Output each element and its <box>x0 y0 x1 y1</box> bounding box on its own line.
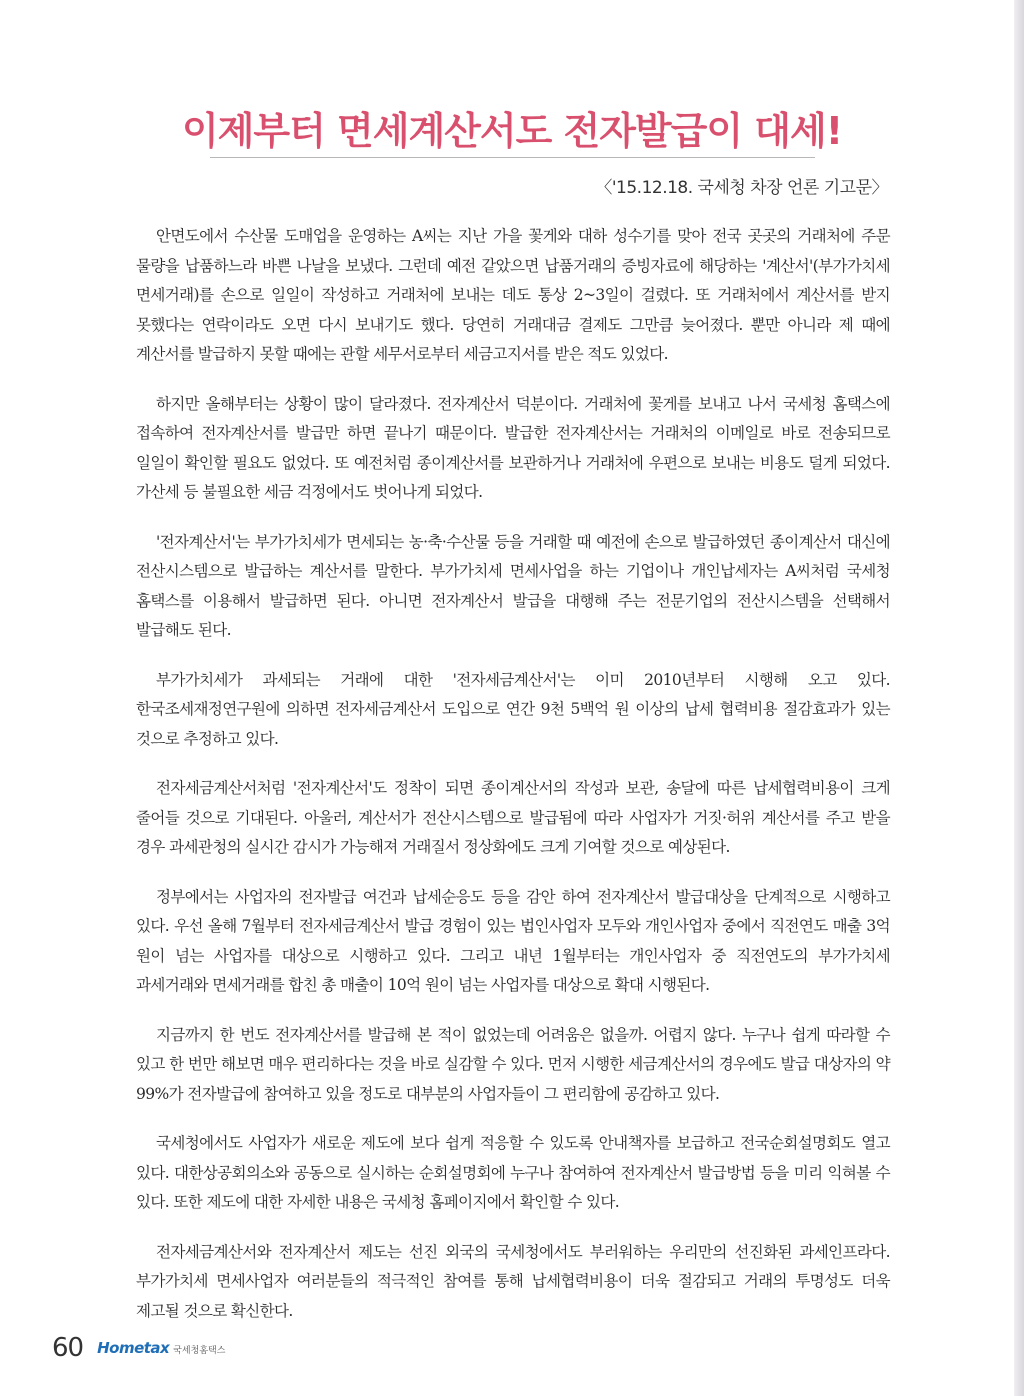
paragraph: 지금까지 한 번도 전자계산서를 발급해 본 적이 없었는데 어려움은 없을까. 어렵지 않다. 누구나 쉽게 따라할 수 있고 한 번만 해보면 매우 편리하다는 것을 바로 실감할 수 있다. 먼저 시행한 세금계산서의 경우에도 발급 대상자의 약 99%가 전자발급에 참여하고 있을 정도로 대부분의 사업자들이 그 편리함에 공감하고 있다. <box>136 1025 890 1103</box>
paragraph: '전자계산서'는 부가가치세가 면세되는 농·축·수산물 등을 거래할 때 예전에 손으로 발급하였던 종이계산서 대신에 전산시스템으로 발급하는 계산서를 말한다. 부가가치세 면세사업을 하는 기업이나 개인납세자는 A씨처럼 국세청 홈택스를 이용해서 발급하면 된다. 아니면 전자계산서 발급을 대행해 주는 전문기업의 전산시스템을 선택해서 발급해도 된다. <box>136 532 890 639</box>
page-edge-strip <box>1014 0 1024 1396</box>
hometax-logo-mark: Hometax <box>97 1339 170 1357</box>
paragraph: 국세청에서도 사업자가 새로운 제도에 보다 쉽게 적응할 수 있도록 안내책자를 보급하고 전국순회설명회도 열고 있다. 대한상공회의소와 공동으로 실시하는 순회설명회에 누구나 참여하여 전자계산서 발급방법 등을 미리 익혀볼 수 있다. 또한 제도에 대한 자세한 내용은 국세청 홈페이지에서 확인할 수 있다. <box>136 1134 890 1211</box>
article-body <box>136 222 890 1346</box>
paragraph: 안면도에서 수산물 도매업을 운영하는 A씨는 지난 가을 꽃게와 대하 성수기를 맞아 전국 곳곳의 거래처에 주문 물량을 납품하느라 바쁜 나날을 보냈다. 그런데 예전 같았으면 납품거래의 증빙자료에 해당하는 '계산서'(부가가치세 면세거래)를 손으로 일일이 작성하고 거래처에 보내는 데도 통상 2~3일이 걸렸다. 또 거래처에서 계산서를 받지 못했다는 연락이라도 오면 다시 보내기도 했다. 당연히 거래대금 결제도 그만큼 늦어졌다. 뿐만 아니라 제 때에 계산서를 발급하지 못할 때에는 관할 세무서로부터 세금고지서를 받은 적도 있었다. <box>136 227 890 363</box>
paragraph: 정부에서는 사업자의 전자발급 여건과 납세순응도 등을 감안 하여 전자계산서 발급대상을 단계적으로 시행하고 있다. 우선 올해 7월부터 전자세금계산서 발급 경험이 있는 법인사업자 모두와 개인사업자 중에서 직전연도 매출 3억 원이 넘는 사업자를 대상으로 시행하고 있다. 그리고 내년 1월부터는 개인사업자 중 직전연도의 부가가치세 과세거래와 면세거래를 합친 총 매출이 10억 원이 넘는 사업자를 대상으로 확대 시행된다. <box>136 887 890 994</box>
hometax-logo <box>97 1339 225 1357</box>
hometax-logo-subtext: 국세청홈택스 <box>173 1346 226 1356</box>
article-title: 이제부터 면세계산서도 전자발급이 대세! <box>181 109 843 153</box>
paragraph: 부가가치세가 과세되는 거래에 대한 '전자세금계산서'는 이미 2010년부터 시행해 오고 있다. 한국조세재정연구원에 의하면 전자세금계산서 도입으로 연간 9천 5백억 원 이상의 납세 협력비용 절감효과가 있는 것으로 추정하고 있다. <box>136 670 890 748</box>
page-footer <box>52 1328 225 1368</box>
paragraph: 하지만 올해부터는 상황이 많이 달라졌다. 전자계산서 덕분이다. 거래처에 꽃게를 보내고 나서 국세청 홈택스에 접속하여 전자계산서를 발급만 하면 끝나기 때문이다. 발급한 전자계산서는 거래처의 이메일로 바로 전송되므로 일일이 확인할 필요도 없었다. 또 예전처럼 종이계산서를 보관하거나 거래처에 우편으로 보내는 비용도 덜게 되었다. 가산세 등 불필요한 세금 걱정에서도 벗어나게 되었다. <box>136 394 890 501</box>
paragraph: 전자세금계산서와 전자계산서 제도는 선진 외국의 국세청에서도 부러워하는 우리만의 선진화된 과세인프라다. 부가가치세 면세사업자 여러분들의 적극적인 참여를 통해 납세협력비용이 더욱 절감되고 거래의 투명성도 더욱 제고될 것으로 확신한다. <box>136 1242 890 1320</box>
page-number: 60 <box>52 1333 84 1363</box>
title-underline <box>210 157 815 158</box>
paragraph: 전자세금계산서처럼 '전자계산서'도 정착이 되면 종이계산서의 작성과 보관, 송달에 따른 납세협력비용이 크게 줄어들 것으로 기대된다. 아울러, 계산서가 전산시스템으로 발급됨에 따라 사업자가 거짓·허위 계산서를 주고 받을 경우 과세관청의 실시간 감시가 가능해져 거래질서 정상화에도 크게 기여할 것으로 예상된다. <box>136 779 890 856</box>
article-subtitle: 〈'15.12.18. 국세청 차장 언론 기고문〉 <box>595 178 888 198</box>
